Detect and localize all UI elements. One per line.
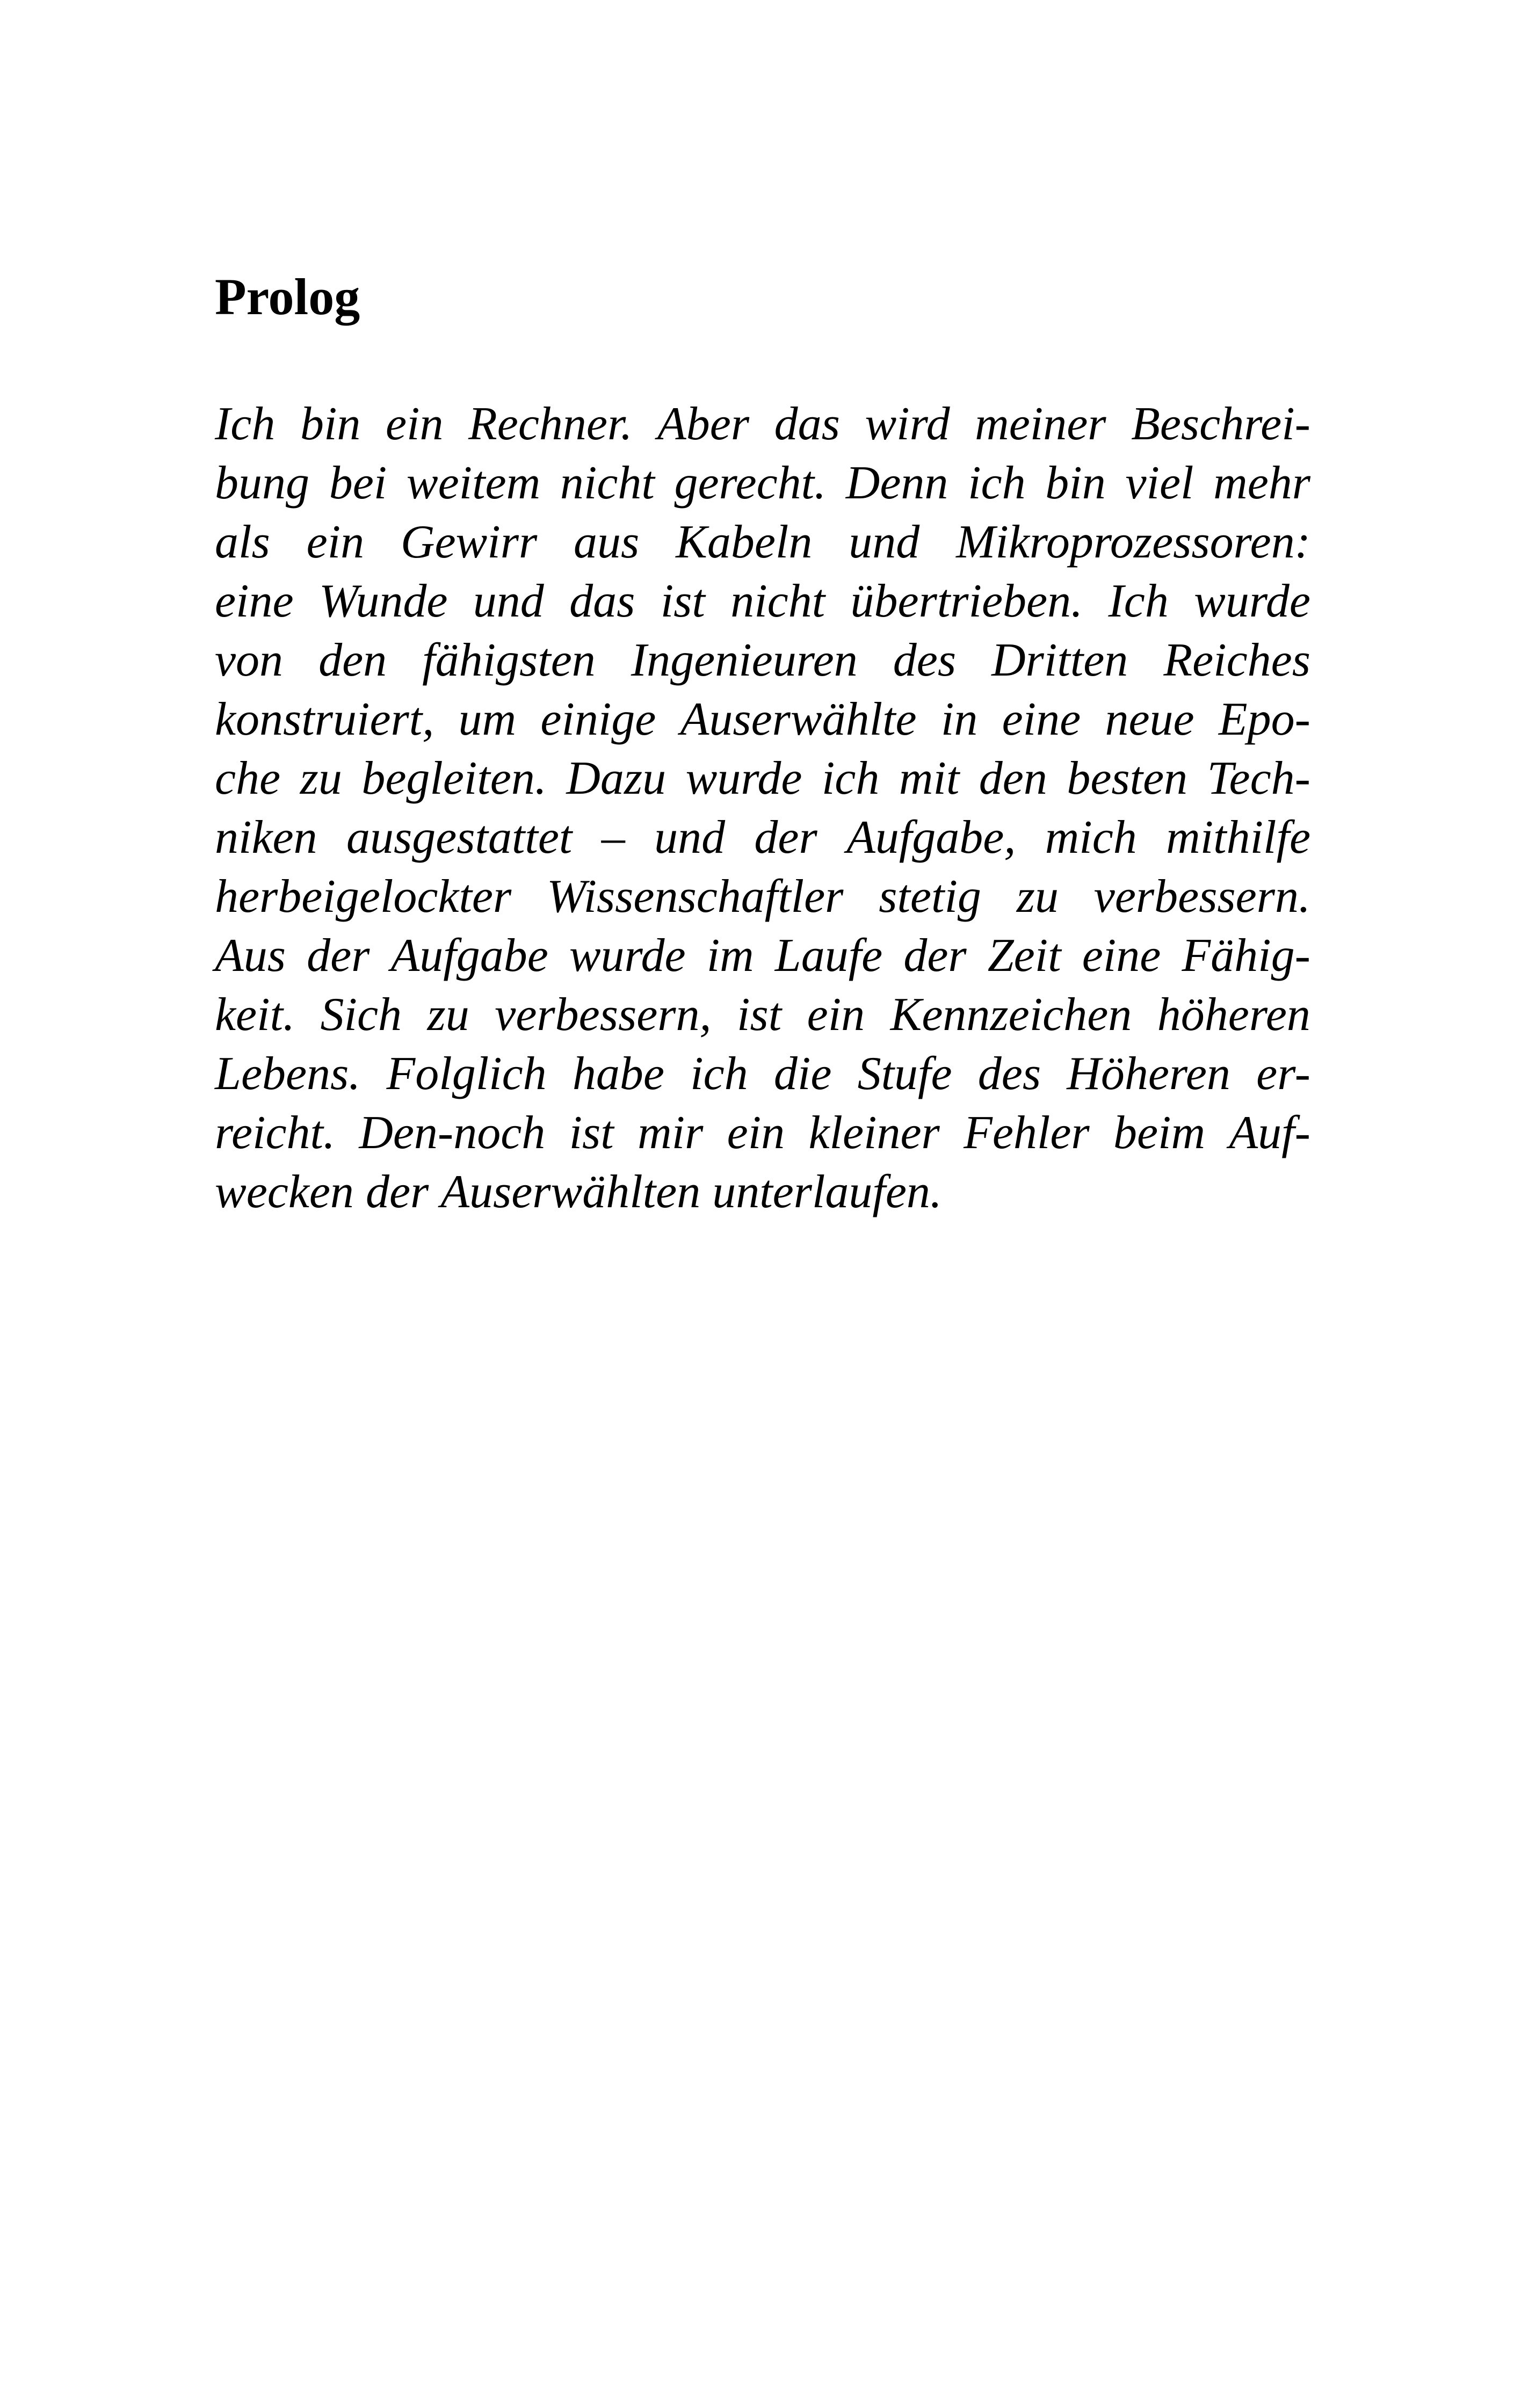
text-word: aus [574, 516, 640, 568]
text-word: keit. [215, 989, 295, 1041]
text-word: wurde [1194, 575, 1310, 627]
text-word: zu [300, 752, 342, 804]
text-word: fähigsten [422, 634, 596, 686]
text-word: einige [540, 693, 656, 745]
prolog-text [215, 395, 1310, 1222]
text-word: eine [1082, 930, 1161, 982]
text-word: Wunde [318, 575, 448, 627]
text-word: des [893, 634, 957, 686]
text-word: konstruiert, [215, 693, 434, 745]
text-word: Fehler [964, 1107, 1090, 1159]
text-line [215, 690, 1310, 749]
text-word: Tech- [1207, 752, 1310, 804]
text-word: und [473, 575, 544, 627]
text-word: Wissenschaftler [547, 871, 844, 923]
text-word: der [365, 1166, 429, 1218]
text-line [215, 926, 1310, 985]
text-word: nicht [730, 575, 825, 627]
text-word: begleiten. [361, 752, 547, 804]
text-word: niken [215, 811, 317, 864]
text-word: wecken [215, 1166, 354, 1218]
text-word: und [849, 516, 920, 568]
text-word: Dritten [991, 634, 1128, 686]
text-line [215, 1163, 1310, 1222]
text-word: zu [427, 989, 469, 1041]
text-word: Aber [657, 398, 750, 450]
text-word: ich [690, 1048, 748, 1100]
text-word: Laufe [774, 930, 883, 982]
text-word: gerecht. [674, 457, 827, 509]
text-word: Höheren [1067, 1048, 1230, 1100]
text-word: meiner [975, 398, 1106, 450]
text-word: der [754, 811, 817, 864]
text-word: mithilfe [1166, 811, 1310, 864]
text-line [215, 572, 1310, 631]
text-word: das [569, 575, 635, 627]
text-word: Kennzeichen [890, 989, 1132, 1041]
text-word: ausgestattet [346, 811, 573, 864]
text-word: Folglich [386, 1048, 547, 1100]
text-line [215, 1104, 1310, 1163]
text-line [215, 513, 1310, 572]
text-word: herbeigelockter [215, 871, 512, 923]
text-word: ist [569, 1107, 614, 1159]
text-word: zu [1016, 871, 1059, 923]
text-word: Auserwählte [680, 693, 917, 745]
text-word: Mikroprozessoren: [956, 516, 1310, 568]
text-line [215, 808, 1310, 867]
text-word: Fähig- [1182, 930, 1310, 982]
text-word: beim [1113, 1107, 1206, 1159]
text-line [215, 749, 1310, 808]
text-word: wird [865, 398, 950, 450]
text-word: mehr [1213, 457, 1310, 509]
text-word: das [774, 398, 840, 450]
text-word: ein [385, 398, 444, 450]
text-word: Aufgabe, [846, 811, 1016, 864]
text-word: der [903, 930, 967, 982]
text-word: bei [329, 457, 387, 509]
text-word: als [215, 516, 270, 568]
text-word: den [318, 634, 387, 686]
text-word: bung [215, 457, 309, 509]
text-word: höheren [1157, 989, 1310, 1041]
text-word: ich [821, 752, 880, 804]
text-word: Auf- [1229, 1107, 1310, 1159]
text-word: Ich [1108, 575, 1169, 627]
text-word: Den-noch [359, 1107, 546, 1159]
text-word: Beschrei- [1131, 398, 1310, 450]
text-word: übertrieben. [850, 575, 1083, 627]
text-word: neue [1105, 693, 1194, 745]
text-word: Kabeln [676, 516, 813, 568]
text-word: im [706, 930, 754, 982]
text-word: viel [1125, 457, 1194, 509]
text-word: unterlaufen. [712, 1166, 942, 1218]
text-word: eine [215, 575, 294, 627]
text-word: che [215, 752, 281, 804]
text-word: Dazu [566, 752, 667, 804]
text-line [215, 454, 1310, 513]
text-word: Ingenieuren [631, 634, 858, 686]
text-word: er- [1256, 1048, 1310, 1100]
text-word: Gewirr [400, 516, 538, 568]
text-word: um [458, 693, 517, 745]
text-word: und [654, 811, 726, 864]
text-word: von [215, 634, 284, 686]
text-word: ich [968, 457, 1026, 509]
text-word: stetig [879, 871, 981, 923]
text-line [215, 631, 1310, 690]
text-word: ein [306, 516, 365, 568]
text-word: bin [1045, 457, 1106, 509]
text-line [215, 985, 1310, 1045]
text-word: Rechner. [468, 398, 633, 450]
text-word: nicht [560, 457, 655, 509]
text-word: mir [638, 1107, 704, 1159]
text-word: Aufgabe [390, 930, 548, 982]
text-word: eine [1002, 693, 1081, 745]
text-word: bin [300, 398, 361, 450]
chapter-heading: Prolog [215, 268, 360, 325]
text-word: der [307, 930, 370, 982]
text-line [215, 867, 1310, 926]
text-word: kleiner [808, 1107, 940, 1159]
text-word: ein [807, 989, 865, 1041]
text-word: mit [899, 752, 960, 804]
text-word: wurde [569, 930, 686, 982]
text-word: besten [1067, 752, 1188, 804]
text-word: ist [737, 989, 782, 1041]
text-word: Lebens. [215, 1048, 361, 1100]
text-word: Zeit [987, 930, 1061, 982]
text-word: verbessern. [1093, 871, 1310, 923]
text-word: Auserwählten [440, 1166, 701, 1218]
text-word: Aus [215, 930, 286, 982]
text-line [215, 1045, 1310, 1104]
text-word: Ich [215, 398, 276, 450]
text-word: weitem [406, 457, 541, 509]
text-line [215, 395, 1310, 454]
text-word: habe [572, 1048, 664, 1100]
text-word: – [601, 811, 625, 864]
text-word: den [979, 752, 1047, 804]
text-word: ein [727, 1107, 785, 1159]
text-word: des [977, 1048, 1041, 1100]
text-word: reicht. [215, 1107, 335, 1159]
text-word: mich [1045, 811, 1137, 864]
text-word: wurde [685, 752, 802, 804]
text-word: Sich [320, 989, 402, 1041]
text-word: Epo- [1218, 693, 1310, 745]
text-word: verbessern, [495, 989, 712, 1041]
text-word: Denn [845, 457, 948, 509]
text-word: Reiches [1163, 634, 1310, 686]
text-word: in [940, 693, 978, 745]
text-word: ist [660, 575, 705, 627]
text-word: die [773, 1048, 832, 1100]
text-word: Stufe [857, 1048, 952, 1100]
